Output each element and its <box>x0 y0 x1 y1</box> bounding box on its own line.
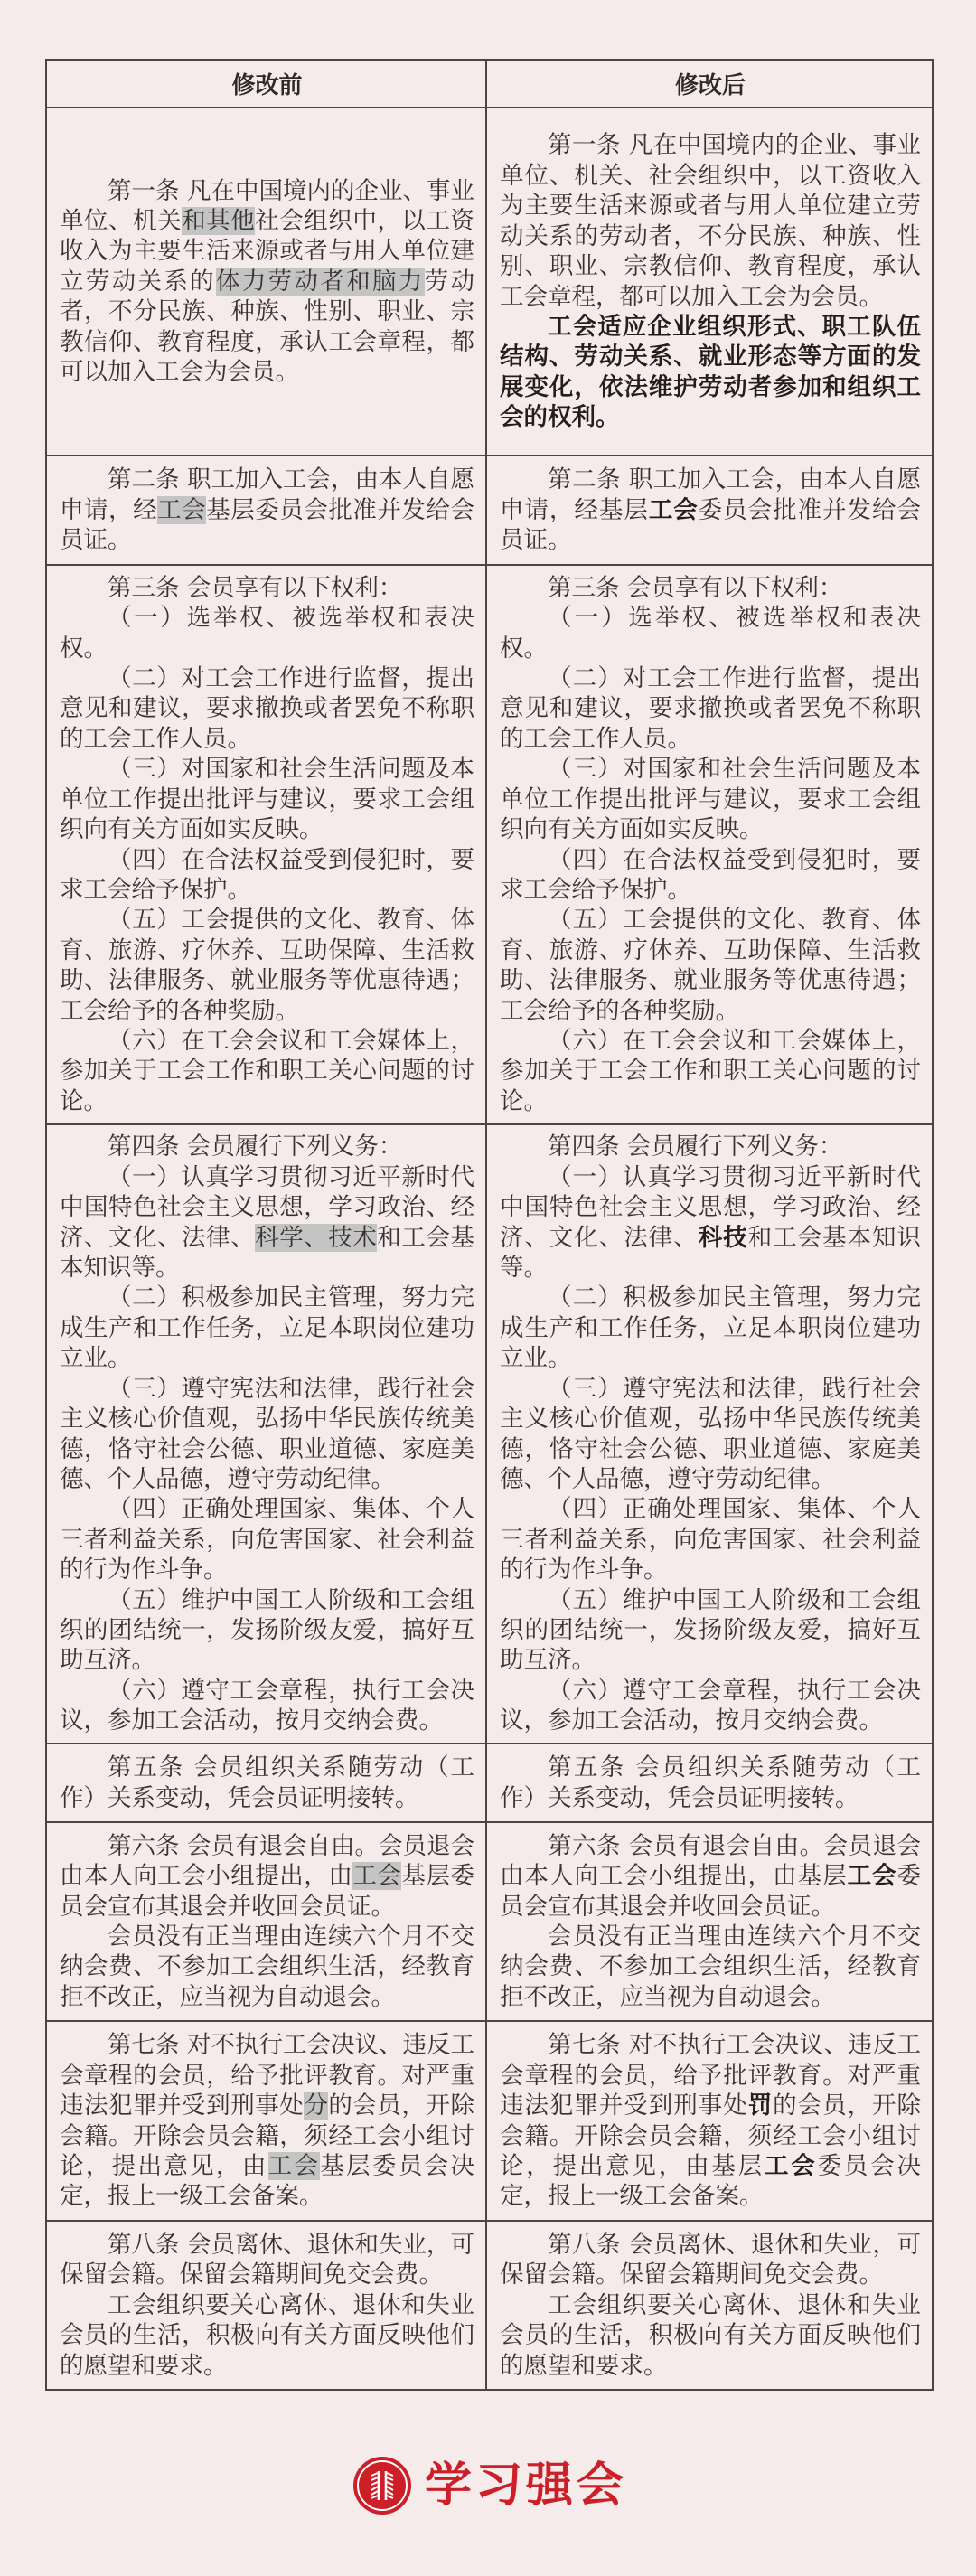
cell-after <box>486 108 933 456</box>
table-row <box>46 456 933 565</box>
text-segment: 劳动者，不分民族、种族、性别、职业、宗教信仰、教育程度，承认工会章程，都可以加入工会为会员。 <box>60 267 475 387</box>
text-segment: 第五条 会员组织关系随劳动（工作）关系变动，凭会员证明接转。 <box>500 1753 921 1812</box>
article-text <box>500 2230 921 2381</box>
text-segment: 第七条 对不执行工会决议、违反工会章程的会员，给予批评教育。对严重违法犯罪并受到刑事处 <box>60 2031 474 2120</box>
added-text-bold: 工会 <box>847 1862 897 1891</box>
paragraph <box>60 1831 474 1922</box>
text-segment: 基层委员会批准并发给会员证。 <box>60 495 474 555</box>
cell-before <box>46 2021 486 2221</box>
text-segment: 基层委员会决定，报上一级工会备案。 <box>60 2151 475 2211</box>
paragraph <box>500 312 921 433</box>
text-segment: （三）遵守宪法和法律，践行社会主义核心价值观，弘扬中华民族传统美德，恪守社会公德、职业道德、家庭美德、个人品德，遵守劳动纪律。 <box>500 1374 921 1493</box>
paragraph <box>500 130 921 311</box>
cell-before <box>46 108 486 456</box>
cell-before <box>46 565 486 1124</box>
paragraph <box>60 603 474 663</box>
article-text <box>500 1753 921 1813</box>
comparison-table <box>45 59 934 2391</box>
paragraph <box>500 905 921 1026</box>
table-row <box>46 565 933 1124</box>
text-segment: （五）工会提供的文化、教育、体育、旅游、疗休养、互助保障、生活救助、法律服务、就业服务等优惠待遇；工会给予的各种奖励。 <box>60 906 474 1025</box>
cell-after <box>486 1822 933 2021</box>
footer-logo <box>352 2456 627 2515</box>
text-segment: （二）对工会工作进行监督，提出意见和建议，要求撤换或者罢免不称职的工会工作人员。 <box>60 664 474 753</box>
removed-text-highlight: 科学、技术 <box>255 1223 378 1252</box>
article-text <box>500 130 921 432</box>
paragraph <box>60 663 474 754</box>
cell-before <box>46 1124 486 1744</box>
cell-before <box>46 1744 486 1822</box>
paragraph <box>60 754 474 844</box>
cell-before <box>46 1822 486 2021</box>
table-row <box>46 1822 933 2021</box>
article-text <box>500 573 921 1116</box>
paragraph <box>500 1585 921 1676</box>
paragraph <box>60 905 474 1026</box>
added-text-bold: 罚 <box>747 2092 774 2120</box>
text-segment: 第六条 会员有退会自由。会员退会由本人向工会小组提出，由基层 <box>500 1831 921 1891</box>
article-text <box>60 1132 474 1735</box>
paragraph <box>60 1374 474 1495</box>
paragraph <box>60 1132 474 1161</box>
text-segment: 工会组织要关心离休、退休和失业会员的生活，积极向有关方面反映他们的愿望和要求。 <box>500 2290 921 2380</box>
text-segment: 第三条 会员享有以下权利： <box>548 573 843 602</box>
text-segment: 的会员，开除会籍。开除会员会籍，须经工会小组讨论，提出意见，由 <box>60 2092 474 2180</box>
cell-after <box>486 1124 933 1744</box>
article-text <box>60 176 474 388</box>
text-segment: （三）对国家和社会生活问题及本单位工作提出批评与建议，要求工会组织向有关方面如实反映。 <box>60 755 474 844</box>
paragraph <box>500 1676 921 1736</box>
removed-text-highlight: 工会 <box>267 2151 321 2180</box>
paragraph <box>60 573 474 603</box>
paragraph <box>500 1132 921 1161</box>
paragraph <box>500 663 921 754</box>
text-segment: 第四条 会员履行下列义务： <box>548 1133 843 1161</box>
paragraph <box>60 2290 474 2381</box>
text-segment: （三）对国家和社会生活问题及本单位工作提出批评与建议，要求工会组织向有关方面如实反映。 <box>500 755 921 844</box>
paragraph <box>60 2030 474 2211</box>
article-text <box>500 465 921 555</box>
text-segment: （四）在合法权益受到侵犯时，要求工会给予保护。 <box>500 845 921 904</box>
paragraph <box>60 1753 474 1813</box>
text-segment: 第四条 会员履行下列义务： <box>108 1133 403 1161</box>
removed-text-highlight: 体力劳动者和脑力 <box>216 267 425 296</box>
text-segment: 委员会决定，报上一级工会备案。 <box>500 2151 922 2211</box>
paragraph <box>500 2030 921 2211</box>
paragraph <box>60 2230 474 2290</box>
cell-after <box>486 565 933 1124</box>
paragraph <box>500 1283 921 1373</box>
article-text <box>60 573 474 1116</box>
article-text <box>60 1753 474 1813</box>
removed-text-highlight: 和其他 <box>182 206 256 235</box>
removed-text-highlight: 工会 <box>352 1862 402 1891</box>
article-text <box>60 2230 474 2381</box>
table-row <box>46 2021 933 2221</box>
paragraph <box>500 845 921 906</box>
text-segment: 会员没有正当理由连续六个月不交纳会费、不参加工会组织生活，经教育拒不改正，应当视为自动退会。 <box>60 1923 474 2011</box>
paragraph <box>60 1283 474 1373</box>
brand-name: 学习强会 <box>425 2458 628 2513</box>
cell-after <box>486 2021 933 2221</box>
article-text <box>60 1831 474 2012</box>
text-segment: （六）在工会会议和工会媒体上，参加关于工会工作和职工关心问题的讨论。 <box>500 1026 921 1115</box>
table-row <box>46 1744 933 1822</box>
text-segment: （二）积极参加民主管理，努力完成生产和工作任务，立足本职岗位建功立业。 <box>60 1283 474 1373</box>
text-segment: （一）认真学习贯彻习近平新时代中国特色社会主义思想，学习政治、经济、文化、法律、 <box>500 1162 921 1252</box>
paragraph <box>60 465 474 555</box>
cell-before <box>46 2221 486 2390</box>
removed-text-highlight: 分 <box>304 2092 329 2120</box>
paragraph <box>500 1374 921 1495</box>
text-segment: 第一条 凡在中国境内的企业、事业单位、机关 <box>60 176 474 235</box>
text-segment: （六）遵守工会章程，执行工会决议，参加工会活动，按月交纳会费。 <box>60 1676 474 1735</box>
text-segment: 的会员，开除会籍。开除会员会籍，须经工会小组讨论，提出意见，由基层 <box>500 2092 921 2180</box>
paragraph <box>500 1831 921 1922</box>
text-segment: （六）在工会会议和工会媒体上，参加关于工会工作和职工关心问题的讨论。 <box>60 1026 474 1115</box>
paragraph <box>500 2230 921 2290</box>
text-segment: （一）认真学习贯彻习近平新时代中国特色社会主义思想，学习政治、经济、文化、法律、 <box>60 1162 474 1252</box>
text-segment: 会员没有正当理由连续六个月不交纳会费、不参加工会组织生活，经教育拒不改正，应当视为自动退会。 <box>500 1923 921 2011</box>
text-segment: 基层委员会宣布其退会并收回会员证。 <box>60 1862 474 1921</box>
text-segment: 委员会批准并发给会员证。 <box>500 495 921 555</box>
text-segment: （四）正确处理国家、集体、个人三者利益关系，向危害国家、社会利益的行为作斗争。 <box>60 1495 474 1584</box>
paragraph <box>500 1922 921 2012</box>
text-segment: 工会组织要关心离休、退休和失业会员的生活，积极向有关方面反映他们的愿望和要求。 <box>60 2290 474 2380</box>
article-text <box>60 2030 474 2211</box>
text-segment: 委员会宣布其退会并收回会员证。 <box>500 1862 921 1921</box>
text-segment: （五）维护中国工人阶级和工会组织的团结统一，发扬阶级友爱，搞好互助互济。 <box>500 1585 921 1675</box>
text-segment: 第八条 会员离休、退休和失业，可保留会籍。保留会籍期间免交会费。 <box>500 2230 921 2289</box>
table-row <box>46 1124 933 1744</box>
text-segment: 社会组织中，以工资收入为主要生活来源或者与用人单位建立劳动关系的 <box>60 206 474 296</box>
paragraph <box>60 176 474 388</box>
article-text <box>500 1132 921 1735</box>
table-row <box>46 2221 933 2390</box>
table-header-row <box>46 60 933 108</box>
table-body <box>46 108 933 2390</box>
text-segment: （六）遵守工会章程，执行工会决议，参加工会活动，按月交纳会费。 <box>500 1676 921 1735</box>
paragraph <box>500 1494 921 1584</box>
text-segment: （五）工会提供的文化、教育、体育、旅游、疗休养、互助保障、生活救助、法律服务、就业服务等优惠待遇；工会给予的各种奖励。 <box>500 906 921 1025</box>
paragraph <box>500 1026 921 1116</box>
text-segment: 和工会基本知识等。 <box>60 1223 474 1283</box>
text-segment: （五）维护中国工人阶级和工会组织的团结统一，发扬阶级友爱，搞好互助互济。 <box>60 1585 474 1675</box>
table-row <box>46 108 933 456</box>
cell-before <box>46 456 486 565</box>
text-segment: （二）对工会工作进行监督，提出意见和建议，要求撤换或者罢免不称职的工会工作人员。 <box>500 664 921 753</box>
paragraph <box>500 603 921 663</box>
paragraph <box>60 1026 474 1116</box>
cell-after <box>486 1744 933 1822</box>
column-header-after: 修改后 <box>486 60 933 108</box>
union-emblem-icon <box>352 2456 412 2515</box>
cell-after <box>486 2221 933 2390</box>
paragraph <box>500 1753 921 1813</box>
article-text <box>500 1831 921 2012</box>
paragraph <box>60 1922 474 2012</box>
paragraph <box>60 1676 474 1736</box>
text-segment: （一）选举权、被选举权和表决权。 <box>500 604 921 663</box>
added-text-bold: 工会适应企业组织形式、职工队伍结构、劳动关系、就业形态等方面的发展变化，依法维护劳动者参加和组织工会的权利。 <box>500 312 921 432</box>
paragraph <box>60 845 474 906</box>
text-segment: 第三条 会员享有以下权利： <box>108 573 403 602</box>
cell-after <box>486 456 933 565</box>
added-text-bold: 工会 <box>765 2151 818 2180</box>
text-segment: 第二条 职工加入工会，由本人自愿申请，经基层 <box>500 465 921 524</box>
text-segment: 和工会基本知识等。 <box>500 1223 921 1283</box>
text-segment: 第八条 会员离休、退休和失业，可保留会籍。保留会籍期间免交会费。 <box>60 2230 474 2289</box>
text-segment: 第二条 职工加入工会，由本人自愿申请，经 <box>60 465 474 524</box>
article-text <box>60 465 474 555</box>
paragraph <box>500 573 921 603</box>
article-text <box>500 2030 921 2211</box>
text-segment: 第五条 会员组织关系随劳动（工作）关系变动，凭会员证明接转。 <box>60 1753 474 1812</box>
text-segment: 第一条 凡在中国境内的企业、事业单位、机关、社会组织中，以工资收入为主要生活来源或者与用人单位建立劳动关系的劳动者，不分民族、种族、性别、职业、宗教信仰、教育程度，承认工会章程，都可以加入工会为会员。 <box>500 131 921 311</box>
paragraph <box>500 465 921 555</box>
paragraph <box>500 754 921 844</box>
paragraph <box>60 1494 474 1584</box>
text-segment: （四）正确处理国家、集体、个人三者利益关系，向危害国家、社会利益的行为作斗争。 <box>500 1495 921 1584</box>
text-segment: （二）积极参加民主管理，努力完成生产和工作任务，立足本职岗位建功立业。 <box>500 1283 921 1373</box>
paragraph <box>500 2290 921 2381</box>
added-text-bold: 工会 <box>648 495 699 524</box>
removed-text-highlight: 工会 <box>157 495 207 524</box>
text-segment: （一）选举权、被选举权和表决权。 <box>60 604 474 663</box>
paragraph <box>500 1162 921 1283</box>
column-header-before: 修改前 <box>46 60 486 108</box>
text-segment: （四）在合法权益受到侵犯时，要求工会给予保护。 <box>60 845 474 904</box>
text-segment: （三）遵守宪法和法律，践行社会主义核心价值观，弘扬中华民族传统美德，恪守社会公德、职业道德、家庭美德、个人品德，遵守劳动纪律。 <box>60 1374 474 1493</box>
added-text-bold: 科技 <box>698 1223 748 1252</box>
paragraph <box>60 1162 474 1283</box>
paragraph <box>60 1585 474 1676</box>
text-segment: 第七条 对不执行工会决议、违反工会章程的会员，给予批评教育。对严重违法犯罪并受到刑事处 <box>500 2031 921 2120</box>
text-segment: 第六条 会员有退会自由。会员退会由本人向工会小组提出，由 <box>60 1831 474 1891</box>
